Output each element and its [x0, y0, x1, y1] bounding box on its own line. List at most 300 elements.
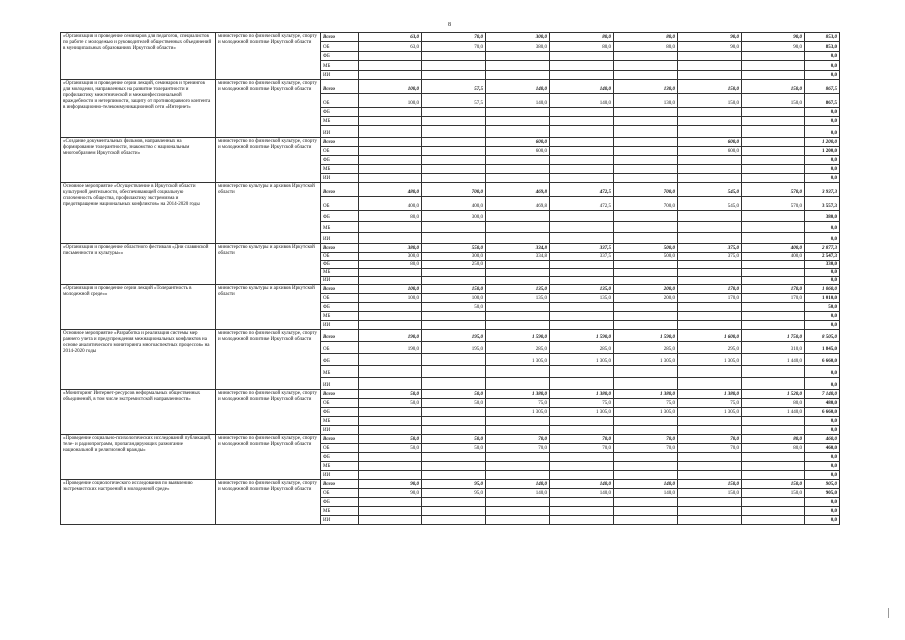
year-amount-cell: 550,0: [422, 244, 486, 253]
year-amount-cell: 400,0: [359, 197, 422, 211]
funding-source-cell: ОБ: [321, 444, 359, 453]
year-amount-cell: 469,8: [486, 183, 550, 197]
total-amount-cell: 2 877,3: [805, 244, 840, 253]
total-amount-cell: 0,0: [805, 462, 840, 471]
year-amount-cell: 100,0: [359, 285, 422, 294]
year-amount-cell: [359, 516, 422, 525]
year-amount-cell: 1 440,0: [742, 408, 805, 417]
funding-source-cell: Всего: [321, 480, 359, 489]
responsible-ministry-cell: министерство по физической культуре, спорту и молодежной политике Иркутской области: [216, 33, 321, 80]
funding-source-cell: МБ: [321, 366, 359, 378]
year-amount-cell: 400,0: [742, 253, 805, 261]
year-amount-cell: 95,0: [422, 489, 486, 498]
total-amount-cell: 0,0: [805, 156, 840, 165]
year-amount-cell: 63,0: [359, 33, 422, 42]
year-amount-cell: [614, 138, 678, 147]
year-amount-cell: 80,0: [742, 399, 805, 408]
year-amount-cell: 57,5: [422, 94, 486, 108]
year-amount-cell: 380,0: [359, 244, 422, 253]
year-amount-cell: [550, 417, 614, 426]
year-amount-cell: [550, 61, 614, 71]
event-name-cell: «Организация и проведение семинаров для педагогов, специалистов по работе с молодежью и руководителей общественных объединений в муниципальных образованиях Иркутской области»: [61, 33, 216, 80]
year-amount-cell: [422, 108, 486, 117]
year-amount-cell: 95,0: [422, 480, 486, 489]
year-amount-cell: [422, 117, 486, 126]
year-amount-cell: 150,0: [422, 285, 486, 294]
year-amount-cell: [359, 453, 422, 462]
year-amount-cell: [742, 126, 805, 138]
responsible-ministry-cell: министерство по физической культуре, спорту и молодежной политике Иркутской области: [216, 390, 321, 435]
table-row: [61, 285, 840, 294]
year-amount-cell: [550, 277, 614, 285]
year-amount-cell: [359, 51, 422, 61]
funding-source-cell: МБ: [321, 507, 359, 516]
funding-source-cell: МБ: [321, 312, 359, 321]
year-amount-cell: [742, 269, 805, 277]
year-amount-cell: 1 590,0: [486, 330, 550, 342]
year-amount-cell: [359, 354, 422, 366]
funding-source-cell: Всего: [321, 80, 359, 94]
year-amount-cell: [550, 70, 614, 80]
budget-table-body: [61, 33, 840, 525]
table-row: [61, 435, 840, 444]
year-amount-cell: [550, 471, 614, 480]
year-amount-cell: [359, 471, 422, 480]
year-amount-cell: 600,0: [678, 147, 742, 156]
funding-source-cell: Всего: [321, 244, 359, 253]
funding-source-cell: ФБ: [321, 453, 359, 462]
year-amount-cell: 75,0: [486, 399, 550, 408]
year-amount-cell: [486, 174, 550, 183]
year-amount-cell: 375,0: [678, 253, 742, 261]
funding-source-cell: ИИ: [321, 321, 359, 330]
total-amount-cell: 2 547,3: [805, 253, 840, 261]
year-amount-cell: [678, 462, 742, 471]
year-amount-cell: 90,0: [359, 489, 422, 498]
year-amount-cell: [550, 138, 614, 147]
year-amount-cell: [486, 222, 550, 233]
year-amount-cell: 150,0: [742, 80, 805, 94]
year-amount-cell: [359, 233, 422, 244]
year-amount-cell: 70,0: [614, 444, 678, 453]
year-amount-cell: 1 305,0: [678, 354, 742, 366]
year-amount-cell: [486, 312, 550, 321]
year-amount-cell: [359, 269, 422, 277]
year-amount-cell: [678, 366, 742, 378]
table-row: [61, 480, 840, 489]
funding-source-cell: ИИ: [321, 471, 359, 480]
year-amount-cell: 380,0: [486, 42, 550, 52]
year-amount-cell: 135,0: [550, 285, 614, 294]
year-amount-cell: 375,0: [678, 244, 742, 253]
total-amount-cell: 6 660,0: [805, 408, 840, 417]
year-amount-cell: [742, 303, 805, 312]
total-amount-cell: 1 845,0: [805, 342, 840, 354]
year-amount-cell: [742, 61, 805, 71]
year-amount-cell: [422, 277, 486, 285]
year-amount-cell: [359, 378, 422, 390]
year-amount-cell: 1 590,0: [550, 330, 614, 342]
year-amount-cell: [550, 498, 614, 507]
funding-source-cell: ОБ: [321, 42, 359, 52]
funding-source-cell: МБ: [321, 222, 359, 233]
year-amount-cell: [550, 303, 614, 312]
year-amount-cell: [359, 222, 422, 233]
year-amount-cell: [550, 312, 614, 321]
year-amount-cell: [550, 108, 614, 117]
year-amount-cell: 50,0: [422, 435, 486, 444]
year-amount-cell: [359, 417, 422, 426]
year-amount-cell: 500,0: [614, 244, 678, 253]
year-amount-cell: 135,0: [486, 294, 550, 303]
page-number: 8: [448, 22, 451, 28]
funding-source-cell: ФБ: [321, 498, 359, 507]
year-amount-cell: [422, 70, 486, 80]
year-amount-cell: 90,0: [742, 33, 805, 42]
year-amount-cell: [678, 426, 742, 435]
year-amount-cell: [422, 269, 486, 277]
year-amount-cell: 1 380,0: [678, 390, 742, 399]
total-amount-cell: 853,0: [805, 33, 840, 42]
total-amount-cell: 867,5: [805, 80, 840, 94]
year-amount-cell: 400,0: [422, 197, 486, 211]
year-amount-cell: [742, 312, 805, 321]
year-amount-cell: 600,0: [486, 138, 550, 147]
year-amount-cell: 600,0: [486, 147, 550, 156]
year-amount-cell: [678, 261, 742, 269]
year-amount-cell: [550, 222, 614, 233]
year-amount-cell: [550, 453, 614, 462]
year-amount-cell: 1 305,0: [486, 354, 550, 366]
year-amount-cell: [678, 174, 742, 183]
year-amount-cell: 1 380,0: [486, 390, 550, 399]
total-amount-cell: 0,0: [805, 269, 840, 277]
funding-source-cell: ОБ: [321, 94, 359, 108]
year-amount-cell: 100,0: [359, 94, 422, 108]
year-amount-cell: [742, 108, 805, 117]
year-amount-cell: [614, 321, 678, 330]
year-amount-cell: 337,5: [550, 244, 614, 253]
year-amount-cell: [359, 165, 422, 174]
event-name-cell: «Проведение социально-психологических исследований публикаций, теле- и радиопрограмм, пропагандирующих разжигание национальной и религиозной вражды»: [61, 435, 216, 480]
year-amount-cell: 70,0: [486, 444, 550, 453]
year-amount-cell: [359, 303, 422, 312]
year-amount-cell: [359, 426, 422, 435]
year-amount-cell: [550, 174, 614, 183]
year-amount-cell: [614, 156, 678, 165]
total-amount-cell: 380,0: [805, 211, 840, 222]
year-amount-cell: [742, 417, 805, 426]
total-amount-cell: 8 505,0: [805, 330, 840, 342]
year-amount-cell: [678, 516, 742, 525]
year-amount-cell: [678, 108, 742, 117]
year-amount-cell: [678, 507, 742, 516]
year-amount-cell: 80,0: [614, 42, 678, 52]
year-amount-cell: 170,0: [742, 294, 805, 303]
total-amount-cell: 7 140,0: [805, 390, 840, 399]
funding-source-cell: ИИ: [321, 426, 359, 435]
year-amount-cell: [614, 269, 678, 277]
year-amount-cell: 63,0: [359, 42, 422, 52]
year-amount-cell: [678, 233, 742, 244]
year-amount-cell: [486, 51, 550, 61]
year-amount-cell: [614, 126, 678, 138]
year-amount-cell: [550, 117, 614, 126]
year-amount-cell: [742, 117, 805, 126]
year-amount-cell: 140,0: [550, 80, 614, 94]
total-amount-cell: 0,0: [805, 233, 840, 244]
funding-source-cell: Всего: [321, 435, 359, 444]
year-amount-cell: [486, 126, 550, 138]
year-amount-cell: 480,0: [359, 183, 422, 197]
year-amount-cell: 300,0: [486, 33, 550, 42]
total-amount-cell: 330,0: [805, 261, 840, 269]
total-amount-cell: 1 010,0: [805, 294, 840, 303]
year-amount-cell: 472,5: [550, 183, 614, 197]
year-amount-cell: 295,0: [678, 342, 742, 354]
year-amount-cell: 140,0: [486, 94, 550, 108]
year-amount-cell: 570,0: [742, 183, 805, 197]
year-amount-cell: [359, 312, 422, 321]
year-amount-cell: 150,0: [678, 80, 742, 94]
year-amount-cell: 70,0: [422, 42, 486, 52]
year-amount-cell: 75,0: [678, 399, 742, 408]
year-amount-cell: [486, 165, 550, 174]
year-amount-cell: 75,0: [550, 399, 614, 408]
year-amount-cell: [678, 165, 742, 174]
year-amount-cell: [678, 321, 742, 330]
year-amount-cell: [486, 211, 550, 222]
year-amount-cell: 700,0: [422, 183, 486, 197]
year-amount-cell: [359, 462, 422, 471]
year-amount-cell: [486, 233, 550, 244]
year-amount-cell: 200,0: [614, 285, 678, 294]
event-name-cell: Основное мероприятие «Разработка и реализация системы мер раннего учета и предупреждения межнациональных конфликтов на основе аналитического мониторинга многоаспектных процессов» на 2014-2020 годы: [61, 330, 216, 390]
year-amount-cell: 545,0: [678, 183, 742, 197]
funding-source-cell: Всего: [321, 330, 359, 342]
year-amount-cell: 472,5: [550, 197, 614, 211]
year-amount-cell: [614, 165, 678, 174]
year-amount-cell: [614, 312, 678, 321]
year-amount-cell: [486, 498, 550, 507]
year-amount-cell: 80,0: [742, 435, 805, 444]
funding-source-cell: ОБ: [321, 147, 359, 156]
year-amount-cell: [486, 108, 550, 117]
year-amount-cell: 300,0: [422, 211, 486, 222]
year-amount-cell: 80,0: [550, 33, 614, 42]
total-amount-cell: 50,0: [805, 303, 840, 312]
year-amount-cell: [614, 303, 678, 312]
year-amount-cell: [422, 366, 486, 378]
year-amount-cell: 310,0: [742, 342, 805, 354]
funding-source-cell: ФБ: [321, 211, 359, 222]
year-amount-cell: [678, 222, 742, 233]
year-amount-cell: [614, 462, 678, 471]
year-amount-cell: [486, 426, 550, 435]
year-amount-cell: [614, 277, 678, 285]
year-amount-cell: [678, 211, 742, 222]
year-amount-cell: [614, 61, 678, 71]
year-amount-cell: [742, 211, 805, 222]
funding-source-cell: МБ: [321, 117, 359, 126]
event-name-cell: «Организация и проведение областного фестиваля «Дни славянской письменности и культуры»»: [61, 244, 216, 285]
year-amount-cell: 1 590,0: [614, 330, 678, 342]
year-amount-cell: [486, 303, 550, 312]
year-amount-cell: 300,0: [359, 253, 422, 261]
year-amount-cell: [486, 417, 550, 426]
year-amount-cell: [550, 516, 614, 525]
year-amount-cell: [422, 126, 486, 138]
year-amount-cell: [359, 61, 422, 71]
year-amount-cell: 150,0: [742, 94, 805, 108]
year-amount-cell: [359, 147, 422, 156]
year-amount-cell: 80,0: [742, 444, 805, 453]
year-amount-cell: 337,5: [550, 253, 614, 261]
total-amount-cell: 1 200,0: [805, 138, 840, 147]
year-amount-cell: [614, 147, 678, 156]
year-amount-cell: [678, 269, 742, 277]
year-amount-cell: [550, 426, 614, 435]
year-amount-cell: [422, 426, 486, 435]
year-amount-cell: [742, 366, 805, 378]
year-amount-cell: 100,0: [422, 294, 486, 303]
year-amount-cell: [359, 117, 422, 126]
year-amount-cell: [422, 408, 486, 417]
total-amount-cell: 460,0: [805, 435, 840, 444]
year-amount-cell: 80,0: [359, 261, 422, 269]
year-amount-cell: 70,0: [614, 435, 678, 444]
total-amount-cell: 0,0: [805, 312, 840, 321]
table-row: [61, 138, 840, 147]
year-amount-cell: [359, 108, 422, 117]
table-row: [61, 80, 840, 94]
year-amount-cell: [614, 117, 678, 126]
total-amount-cell: 0,0: [805, 70, 840, 80]
year-amount-cell: [614, 51, 678, 61]
funding-source-cell: ОБ: [321, 342, 359, 354]
year-amount-cell: 1 380,0: [614, 390, 678, 399]
funding-source-cell: Всего: [321, 33, 359, 42]
total-amount-cell: 0,0: [805, 366, 840, 378]
table-row: [61, 183, 840, 197]
year-amount-cell: 170,0: [742, 285, 805, 294]
year-amount-cell: [742, 147, 805, 156]
funding-source-cell: ИИ: [321, 174, 359, 183]
year-amount-cell: [359, 156, 422, 165]
year-amount-cell: [550, 378, 614, 390]
year-amount-cell: [550, 507, 614, 516]
year-amount-cell: [678, 117, 742, 126]
year-amount-cell: [422, 147, 486, 156]
event-name-cell: «Мониторинг Интернет-ресурсов неформальных общественных объединений, в том числе экстремистской направленности»: [61, 390, 216, 435]
year-amount-cell: 195,0: [422, 330, 486, 342]
year-amount-cell: 150,0: [678, 94, 742, 108]
event-name-cell: Основное мероприятие «Осуществление в Иркутской области культурной деятельности, обеспечивающей социальную сплоченность общества, профилактику экстремизма и предотвращение национальных конфликтов» на 2014-2020 годы: [61, 183, 216, 244]
total-amount-cell: 905,0: [805, 480, 840, 489]
year-amount-cell: [614, 174, 678, 183]
year-amount-cell: 250,0: [422, 261, 486, 269]
year-amount-cell: [550, 366, 614, 378]
year-amount-cell: 135,0: [550, 294, 614, 303]
total-amount-cell: 0,0: [805, 61, 840, 71]
year-amount-cell: 285,0: [614, 342, 678, 354]
year-amount-cell: 1 305,0: [678, 408, 742, 417]
total-amount-cell: 0,0: [805, 417, 840, 426]
year-amount-cell: [742, 156, 805, 165]
year-amount-cell: [550, 147, 614, 156]
total-amount-cell: 905,0: [805, 489, 840, 498]
year-amount-cell: [486, 269, 550, 277]
funding-source-cell: ФБ: [321, 303, 359, 312]
year-amount-cell: [678, 51, 742, 61]
year-amount-cell: 334,8: [486, 253, 550, 261]
year-amount-cell: 1 305,0: [550, 354, 614, 366]
year-amount-cell: 1 305,0: [614, 408, 678, 417]
responsible-ministry-cell: министерство по физической культуре, спорту и молодежной политике Иркутской области: [216, 435, 321, 480]
year-amount-cell: 1 305,0: [550, 408, 614, 417]
year-amount-cell: [742, 378, 805, 390]
responsible-ministry-cell: министерство по физической культуре, спорту и молодежной политике Иркутской области: [216, 480, 321, 525]
year-amount-cell: 1 520,0: [742, 390, 805, 399]
total-amount-cell: 0,0: [805, 277, 840, 285]
year-amount-cell: 1 380,0: [550, 390, 614, 399]
year-amount-cell: [359, 408, 422, 417]
year-amount-cell: 285,0: [550, 342, 614, 354]
year-amount-cell: [486, 462, 550, 471]
funding-source-cell: МБ: [321, 165, 359, 174]
year-amount-cell: [614, 498, 678, 507]
year-amount-cell: [678, 378, 742, 390]
year-amount-cell: [359, 277, 422, 285]
year-amount-cell: [614, 378, 678, 390]
year-amount-cell: [422, 321, 486, 330]
year-amount-cell: 57,5: [422, 80, 486, 94]
funding-source-cell: ИИ: [321, 70, 359, 80]
year-amount-cell: [550, 126, 614, 138]
year-amount-cell: 500,0: [614, 253, 678, 261]
year-amount-cell: [486, 70, 550, 80]
total-amount-cell: 0,0: [805, 222, 840, 233]
year-amount-cell: [742, 233, 805, 244]
year-amount-cell: [422, 378, 486, 390]
funding-source-cell: ОБ: [321, 399, 359, 408]
year-amount-cell: 190,0: [359, 330, 422, 342]
total-amount-cell: 1 200,0: [805, 147, 840, 156]
year-amount-cell: 170,0: [678, 285, 742, 294]
year-amount-cell: 195,0: [422, 342, 486, 354]
year-amount-cell: 140,0: [614, 489, 678, 498]
event-name-cell: «Организация и проведение серии лекций, семинаров и тренингов для молодежи, направленных на развитие толерантности и профилактику межэтнической и межконфессиональной враждебности и нетерпимости, защиту от противоправного контента в информационно-телекоммуникационной сети «Интернет»: [61, 80, 216, 138]
total-amount-cell: 0,0: [805, 507, 840, 516]
event-name-cell: «Организация и проведение серии лекций «Толерантность в молодежной среде»»: [61, 285, 216, 330]
year-amount-cell: [614, 211, 678, 222]
year-amount-cell: [614, 417, 678, 426]
year-amount-cell: [742, 165, 805, 174]
year-amount-cell: 140,0: [550, 489, 614, 498]
funding-source-cell: ОБ: [321, 253, 359, 261]
year-amount-cell: [359, 366, 422, 378]
year-amount-cell: [422, 312, 486, 321]
year-amount-cell: 75,0: [614, 399, 678, 408]
year-amount-cell: [486, 277, 550, 285]
year-amount-cell: 50,0: [359, 435, 422, 444]
year-amount-cell: [422, 222, 486, 233]
year-amount-cell: [742, 498, 805, 507]
responsible-ministry-cell: министерство по физической культуре, спорту и молодежной политике Иркутской области: [216, 138, 321, 183]
year-amount-cell: [742, 138, 805, 147]
year-amount-cell: 400,0: [742, 244, 805, 253]
year-amount-cell: [422, 507, 486, 516]
